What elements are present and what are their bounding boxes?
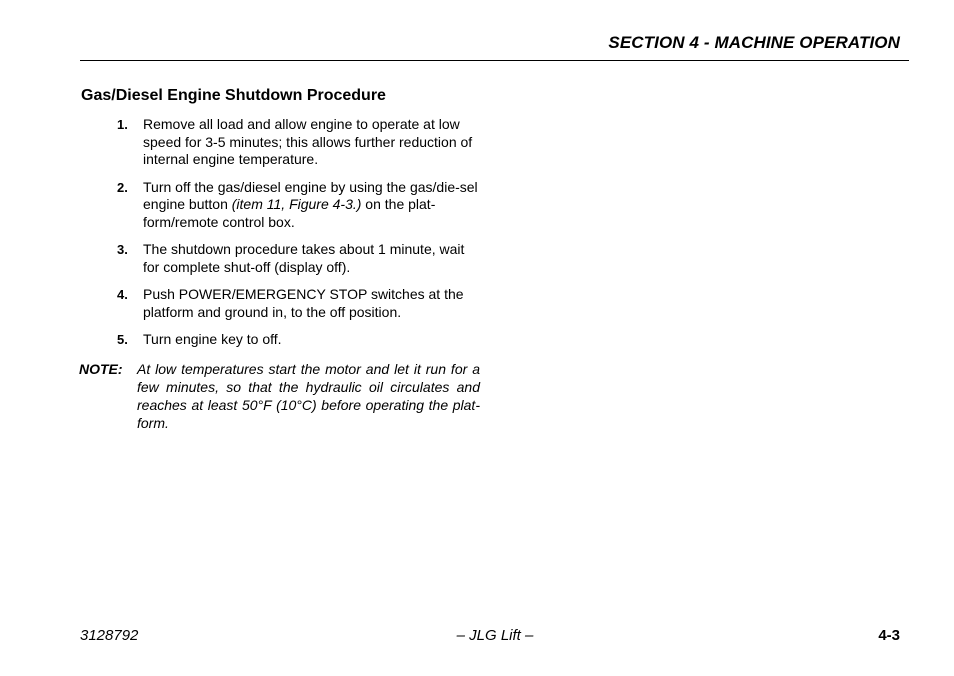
step-text: Push POWER/EMERGENCY STOP switches at the platform and ground in, to the off position. bbox=[143, 286, 464, 320]
footer-brand: – JLG Lift – bbox=[456, 627, 534, 644]
list-item bbox=[81, 331, 479, 349]
list-item bbox=[81, 241, 479, 276]
step-number: 1. bbox=[117, 117, 128, 132]
step-text: The shutdown procedure takes about 1 minute, wait for complete shut-off (display off). bbox=[143, 241, 465, 275]
procedure-title: Gas/Diesel Engine Shutdown Procedure bbox=[81, 87, 386, 104]
step-text-continued: on the plat-form/remote control box. bbox=[143, 196, 436, 230]
figure-reference: (item 11, Figure 4-3.) bbox=[231, 196, 362, 212]
step-text: Turn off the gas/diesel engine by using the gas/die-sel engine button bbox=[143, 178, 478, 212]
page-number: 4-3 bbox=[878, 627, 900, 644]
step-number: 5. bbox=[117, 332, 128, 347]
step-text: Remove all load and allow engine to operate at low speed for 3-5 minutes; this allows further reduction of internal engine temperature. bbox=[143, 116, 473, 167]
procedure-steps bbox=[81, 116, 481, 349]
list-item bbox=[81, 179, 479, 232]
step-number: 3. bbox=[117, 242, 128, 257]
list-item bbox=[81, 286, 479, 321]
section-header: SECTION 4 - MACHINE OPERATION bbox=[608, 33, 900, 52]
step-text: Turn engine key to off. bbox=[143, 331, 282, 347]
document-number: 3128792 bbox=[80, 627, 139, 644]
step-number: 4. bbox=[117, 287, 128, 302]
note-block bbox=[79, 360, 481, 432]
list-item bbox=[81, 116, 479, 169]
note-text: At low temperatures start the motor and let it run for a few minutes, so that the hydraulic oil circulates and reaches at least 50°F (10°C) before operating the plat-form. bbox=[137, 360, 480, 431]
main-content bbox=[81, 86, 481, 432]
header-divider bbox=[80, 60, 909, 61]
note-label: NOTE: bbox=[79, 360, 123, 377]
step-number: 2. bbox=[117, 179, 128, 195]
